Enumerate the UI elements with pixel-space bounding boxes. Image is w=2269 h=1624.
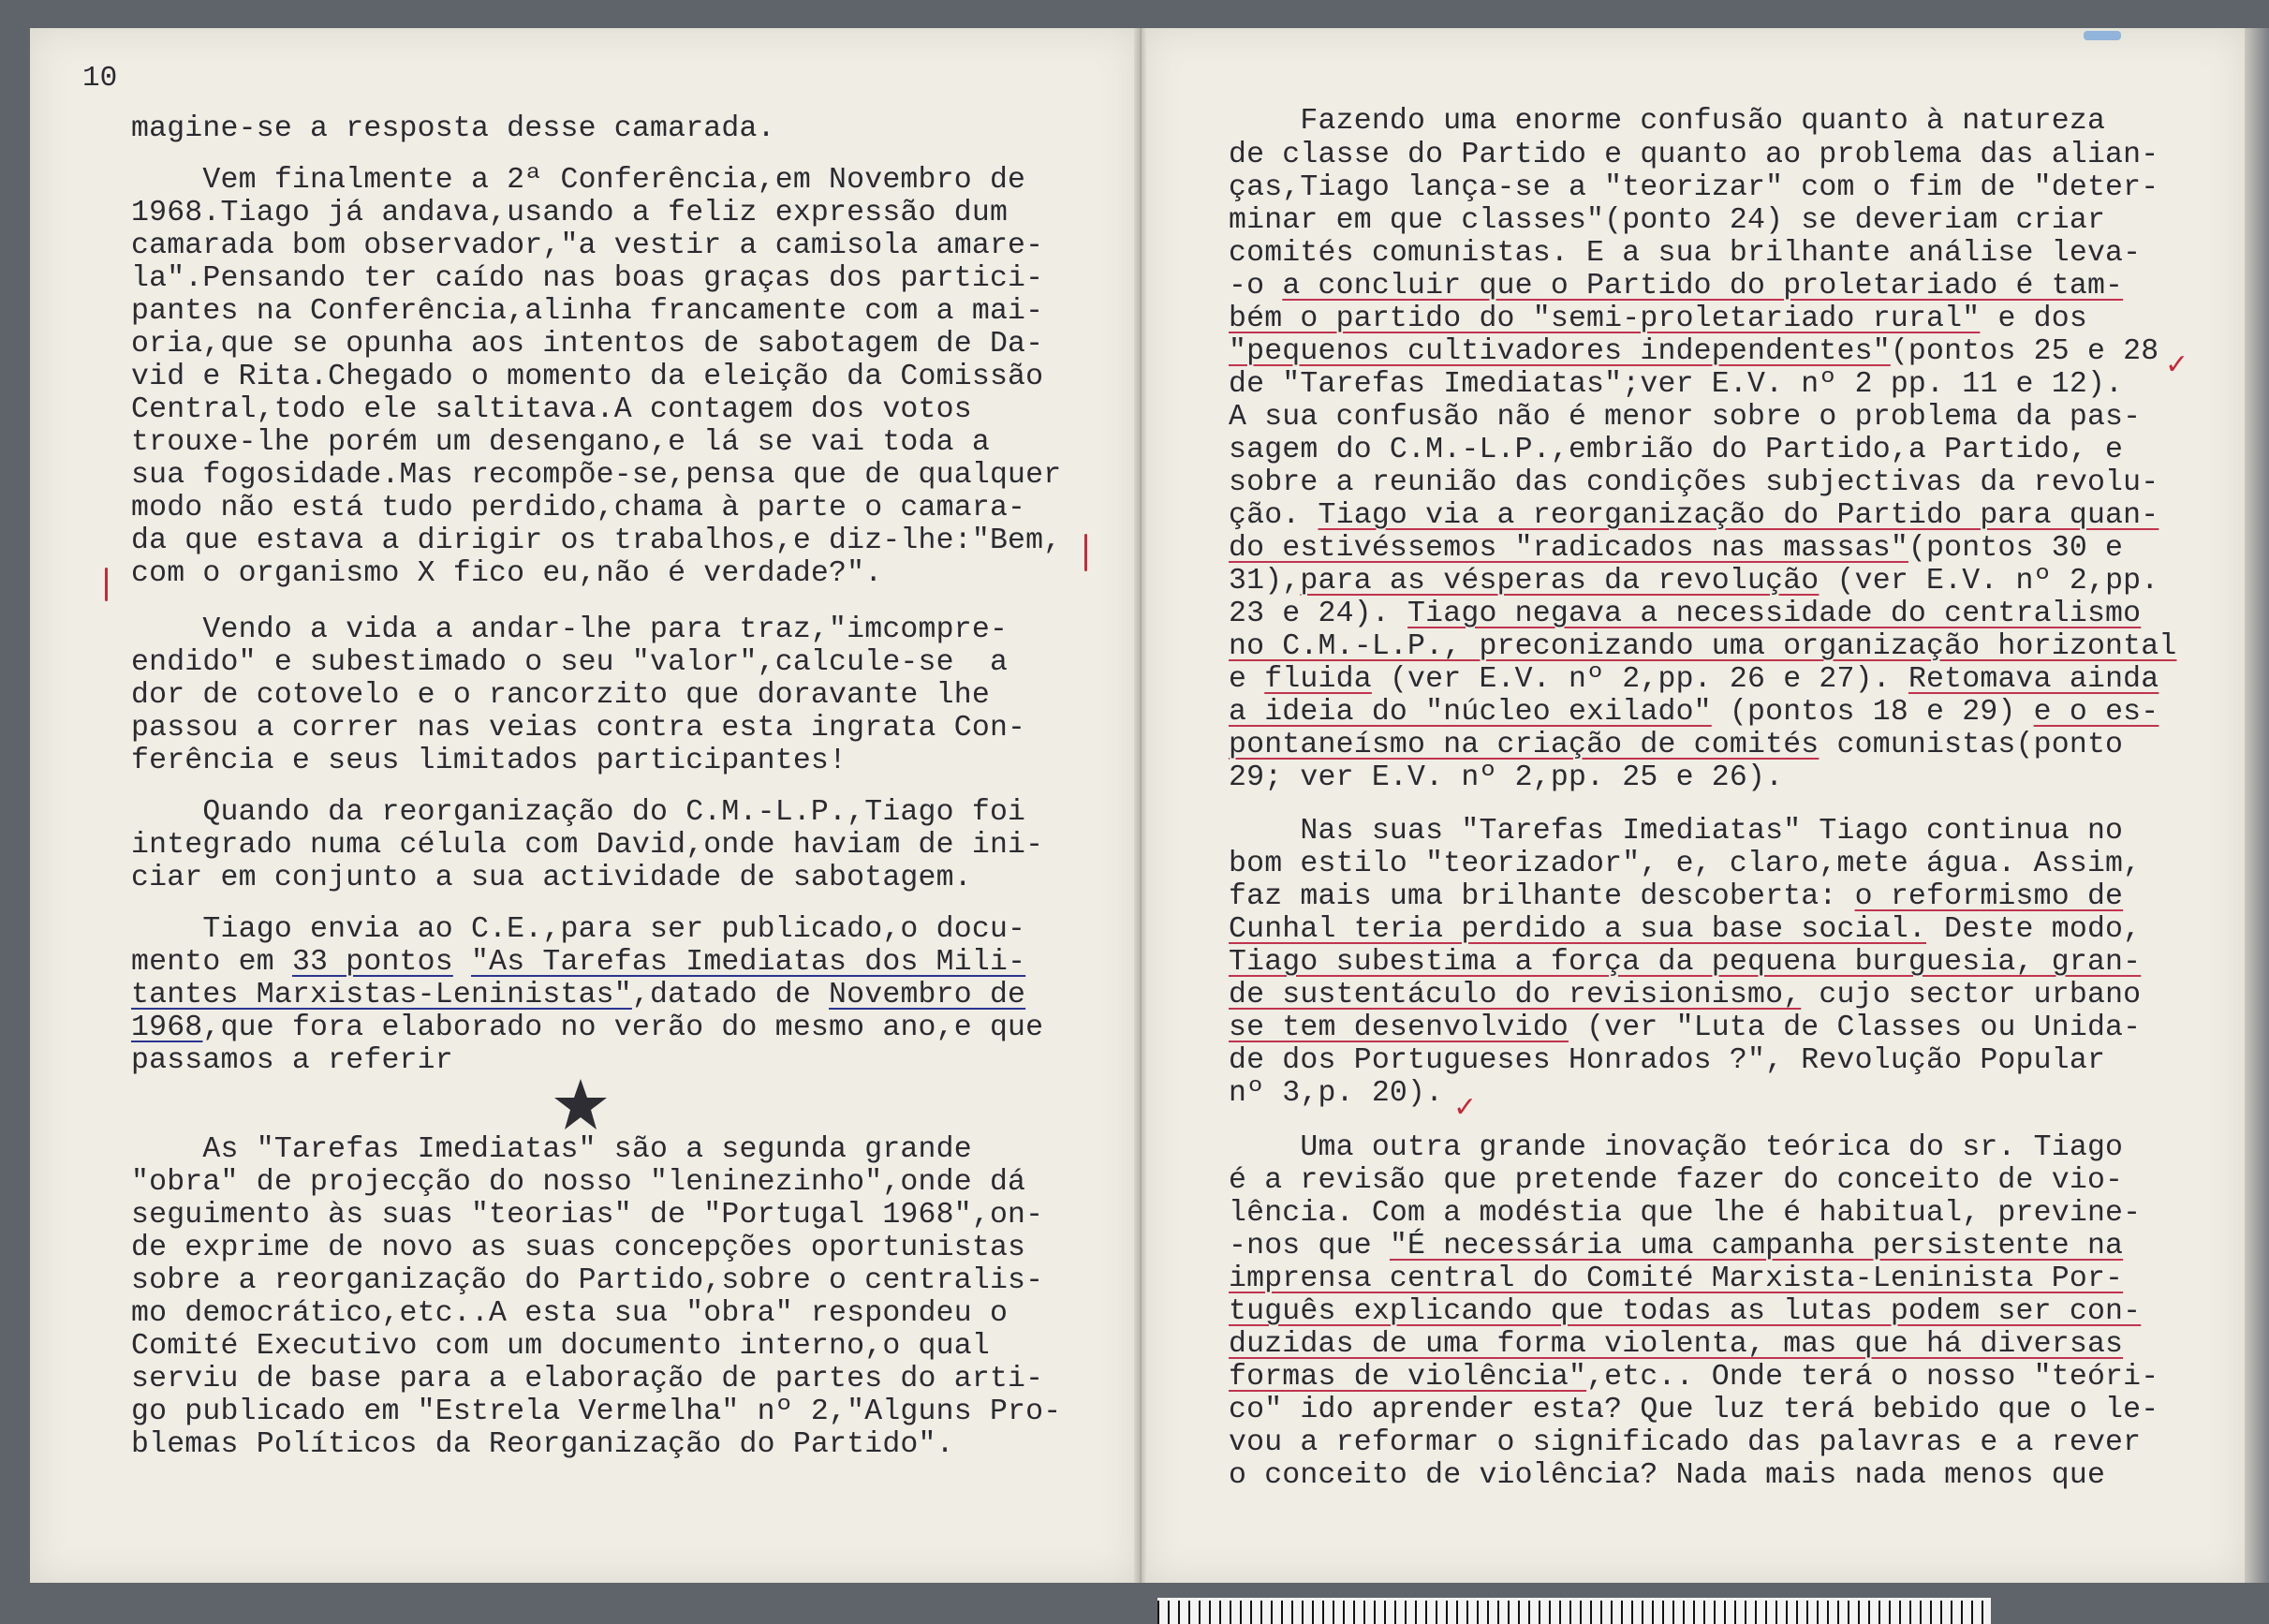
right-page-text-line: comités comunistas. E a sua brilhante análise leva- [1229, 237, 2142, 270]
left-page-text-line: Tiago envia ao C.E.,para ser publicado,o docu- [131, 913, 1026, 946]
left-page-text-line: oria,que se opunha aos intentos de sabotagem de Da- [131, 328, 1044, 361]
left-page-text-line: endido" e subestimado o seu "valor",calcule-se a [131, 646, 1009, 679]
left-page-text-line: passamos a referir [131, 1044, 453, 1077]
right-page-text-line: formas de violência",etc.. Onde terá o nosso "teóri- [1229, 1361, 2159, 1394]
left-page-text-line: As "Tarefas Imediatas" são a segunda grande [131, 1133, 972, 1166]
right-page-text-line: 23 e 24). Tiago negava a necessidade do centralismo [1229, 598, 2142, 630]
left-page-text-line: ferência e seus limitados participantes! [131, 745, 847, 777]
pen-underline: tantes Marxistas-Leninistas" [131, 979, 632, 1011]
right-page-text-line: a ideia do "núcleo exilado" (pontos 18 e 29) e o es- [1229, 696, 2159, 729]
scale-ruler [1157, 1598, 1991, 1624]
pen-underline: para as vésperas da revolução [1300, 565, 1820, 598]
right-page-text-line [1229, 946, 2141, 980]
left-page-text-line: Vendo a vida a andar-lhe para traz,"imcompre- [131, 613, 1009, 646]
left-page-text-line: mento em 33 pontos "As Tarefas Imediatas dos Mili- [131, 946, 1026, 979]
margin-mark-right [1084, 534, 1087, 571]
right-page-text-line: ção. Tiago via a reorganização do Partido para quan- [1229, 499, 2159, 532]
pen-underline: a ideia do "núcleo exilado" [1229, 696, 1712, 729]
pen-underline: 1968 [131, 1011, 203, 1044]
left-page-text-line: com o organismo X fico eu,não é verdade?". [131, 557, 883, 590]
pen-underline: o reformismo de [1854, 880, 2124, 913]
right-page-text-line [1229, 1262, 2123, 1296]
right-page-text-line: nº 3,p. 20). [1229, 1077, 1444, 1110]
right-page-text-line [1229, 630, 2176, 664]
right-page-text-line: Nas suas "Tarefas Imediatas" Tiago continua no [1229, 815, 2124, 848]
left-page-text-line: sobre a reorganização do Partido,sobre o centralis- [131, 1264, 1044, 1297]
right-page-text-line: e fluida (ver E.V. nº 2,pp. 26 e 27). Retomava ainda [1229, 663, 2159, 696]
left-page-text-line: seguimento às suas "teorias" de "Portugal 1968",on- [131, 1199, 1044, 1232]
left-page-text-line: Quando da reorganização do C.M.-L.P.,Tiago foi [131, 796, 1026, 829]
pen-underline: "pequenos cultivadores independentes" [1229, 335, 1891, 368]
left-page-text-line: 1968,que fora elaborado no verão do mesmo ano,e que [131, 1011, 1044, 1044]
right-page-text-line: co" ido aprender esta? Que luz terá bebido que o le- [1229, 1394, 2159, 1426]
left-page-text-line: integrado numa célula com David,onde haviam de ini- [131, 829, 1044, 862]
left-page-text-line: pantes na Conferência,alinha francamente com a mai- [131, 295, 1044, 328]
left-page-text-line: magine-se a resposta desse camarada. [131, 112, 775, 145]
right-page-text-line: de dos Portugueses Honrados ?", Revolução Popular [1229, 1044, 2106, 1077]
right-page-text-line: de "Tarefas Imediatas";ver E.V. nº 2 pp. 11 e 12). [1229, 368, 2124, 401]
left-page-text-line: camarada bom observador,"a vestir a camisola amare- [131, 229, 1044, 262]
star-icon [553, 1077, 609, 1133]
pen-underline: Tiago via a reorganização do Partido para quan- [1318, 499, 2159, 532]
left-page-text-line: "obra" de projecção do nosso "leninezinho",onde dá [131, 1166, 1026, 1199]
left-page-text-line: Vem finalmente a 2ª Conferência,em Novembro de [131, 164, 1026, 197]
right-page-text-line: 31),para as vésperas da revolução (ver E.V. nº 2,pp. [1229, 565, 2159, 598]
left-page-text-line: Comité Executivo com um documento interno,o qual [131, 1330, 990, 1363]
left-page-text-line: 1968.Tiago já andava,usando a feliz expressão dum [131, 197, 1009, 229]
pen-underline: bém o partido do "semi-proletariado rural" [1229, 303, 1981, 335]
page-number: 10 [82, 62, 118, 95]
pen-underline: e o es- [2033, 696, 2159, 729]
pen-underline: Tiago negava a necessidade do centralismo [1407, 598, 2142, 630]
left-page-text-line: de exprime de novo as suas concepções oportunistas [131, 1232, 1026, 1264]
book-gutter [1134, 28, 1147, 1583]
right-page-text-line: "pequenos cultivadores independentes"(pontos 25 e 28 [1229, 335, 2159, 368]
right-page-text-line: de sustentáculo do revisionismo, cujo sector urbano [1229, 979, 2142, 1011]
right-page-text-line: do estivéssemos "radicados nas massas"(pontos 30 e [1229, 532, 2124, 565]
check-mark: ✓ [2165, 348, 2189, 381]
right-page-text-line: sagem do C.M.-L.P.,embrião do Partido,a Partido, e [1229, 434, 2124, 466]
right-page-text-line: 29; ver E.V. nº 2,pp. 25 e 26). [1229, 761, 1784, 794]
right-page-text-line: pontaneísmo na criação de comités comunistas(ponto [1229, 729, 2124, 761]
left-page-text-line: sua fogosidade.Mas recompõe-se,pensa que de qualquer [131, 459, 1062, 492]
pen-underline: pontaneísmo na criação de comités [1229, 729, 1820, 761]
left-page-text-line: blemas Políticos da Reorganização do Partido". [131, 1428, 954, 1461]
right-page-text-line: Cunhal teria perdido a sua base social. Deste modo, [1229, 913, 2142, 946]
left-page-text-line: mo democrático,etc..A esta sua "obra" respondeu o [131, 1297, 1009, 1330]
right-page-text-line [1229, 1328, 2123, 1362]
right-page-text-line: bém o partido do "semi-proletariado rural" e dos [1229, 303, 2087, 335]
right-page-text-line: -nos que "É necessária uma campanha persistente na [1229, 1230, 2124, 1262]
pen-underline: tuguês explicando que todas as lutas podem ser con- [1229, 1295, 2142, 1328]
pen-underline: de sustentáculo do revisionismo, [1229, 979, 1802, 1011]
margin-mark-left [105, 568, 108, 601]
pen-underline: Tiago subestima a força da pequena burguesia, gran- [1229, 946, 2142, 979]
right-page-text-line: minar em que classes"(ponto 24) se deveriam criar [1229, 204, 2106, 237]
right-page-text-line: faz mais uma brilhante descoberta: o reformismo de [1229, 880, 2124, 913]
right-page-text-line: -o a concluir que o Partido do proletariado é tam- [1229, 270, 2124, 303]
pen-underline: fluida [1264, 663, 1372, 696]
pen-underline: Cunhal teria perdido a sua base social. [1229, 913, 1927, 946]
pen-underline: do estivéssemos "radicados nas massas" [1229, 532, 1908, 565]
pen-underline: "É necessária uma campanha persistente na [1389, 1230, 2124, 1262]
pen-underline: 33 pontos [291, 946, 453, 979]
right-page-text-line: Fazendo uma enorme confusão quanto à natureza [1229, 105, 2106, 138]
right-page-text-line: sobre a reunião das condições subjectivas da revolu- [1229, 466, 2159, 499]
left-page-text-line: go publicado em "Estrela Vermelha" nº 2,"Alguns Pro- [131, 1395, 1062, 1428]
pen-underline: a concluir que o Partido do proletariado é tam- [1282, 270, 2124, 303]
right-page-text-line: A sua confusão não é menor sobre o problema da pas- [1229, 401, 2142, 434]
pen-underline: no C.M.-L.P., preconizando uma organização horizontal [1229, 630, 2177, 663]
right-page-text-line: bom estilo "teorizador", e, claro,mete água. Assim, [1229, 848, 2142, 880]
right-page-text-line: Uma outra grande inovação teórica do sr. Tiago [1229, 1131, 2124, 1164]
pen-underline: Retomava ainda [1908, 663, 2159, 696]
left-page-text-line: Central,todo ele saltitava.A contagem dos votos [131, 393, 972, 426]
pen-underline: duzidas de uma forma violenta, mas que há diversas [1229, 1328, 2124, 1361]
pen-underline: se tem desenvolvido [1229, 1011, 1569, 1044]
right-page-text-line: o conceito de violência? Nada mais nada menos que [1229, 1459, 2106, 1492]
right-page-text-line: é a revisão que pretende fazer do conceito de vio- [1229, 1164, 2124, 1197]
left-page-text-line: serviu de base para a elaboração de partes do arti- [131, 1363, 1044, 1395]
right-page-text-line: de classe do Partido e quanto ao problema das alian- [1229, 139, 2159, 171]
pen-underline: Novembro de [829, 979, 1026, 1011]
left-page-text-line: passou a correr nas veias contra esta ingrata Con- [131, 712, 1026, 745]
pen-underline: imprensa central do Comité Marxista-Leninista Por- [1229, 1262, 2124, 1295]
check-mark: ✓ [1453, 1091, 1478, 1124]
left-page-text-line: vid e Rita.Chegado o momento da eleição da Comissão [131, 361, 1044, 393]
right-page-text-line: se tem desenvolvido (ver "Luta de Classes ou Unida- [1229, 1011, 2142, 1044]
blue-tape-mark [2084, 31, 2121, 40]
left-page-text-line: ciar em conjunto a sua actividade de sabotagem. [131, 862, 972, 894]
left-page-text-line: trouxe-lhe porém um desengano,e lá se vai toda a [131, 426, 990, 459]
pen-underline: formas de violência" [1229, 1361, 1587, 1394]
right-page-text-line: vou a reformar o significado das palavras e a rever [1229, 1426, 2142, 1459]
right-page-text-line: lência. Com a modéstia que lhe é habitual, previne- [1229, 1197, 2142, 1230]
right-page-text-line: ças,Tiago lança-se a "teorizar" com o fim de "deter- [1229, 171, 2159, 204]
left-page-text-line: tantes Marxistas-Leninistas",datado de Novembro de [131, 979, 1026, 1011]
right-page-text-line [1229, 1295, 2141, 1329]
left-page-text-line: dor de cotovelo e o rancorzito que doravante lhe [131, 679, 990, 712]
left-page-text-line: la".Pensando ter caído nas boas graças dos partici- [131, 262, 1044, 295]
page-edge-shadow [2245, 28, 2269, 1583]
left-page-text-line: da que estava a dirigir os trabalhos,e diz-lhe:"Bem, [131, 524, 1062, 557]
left-page-text-line: modo não está tudo perdido,chama à parte o camara- [131, 492, 1026, 524]
pen-underline: "As Tarefas Imediatas dos Mili- [470, 946, 1026, 979]
